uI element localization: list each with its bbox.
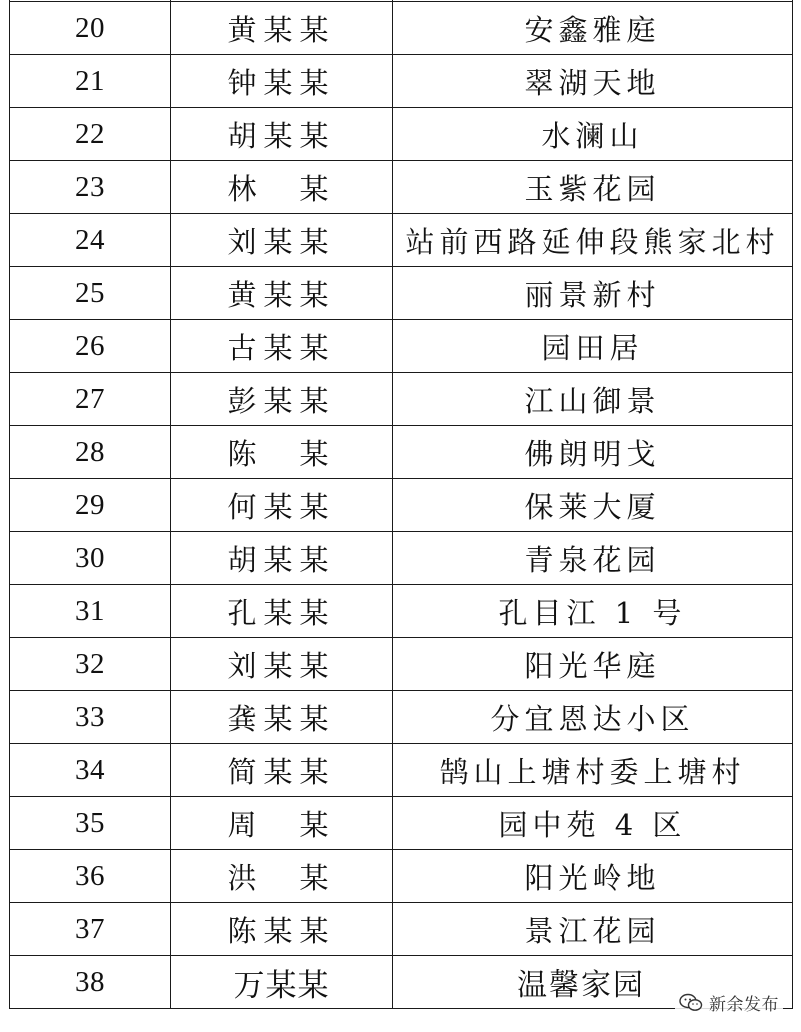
address-cell: 江山御景 [393,373,793,426]
row-number-cell: 28 [10,426,171,479]
row-number-cell: 24 [10,214,171,267]
name-cell: 胡某某 [171,532,393,585]
row-number-cell: 37 [10,903,171,956]
table-row [10,55,793,108]
row-number-cell: 27 [10,373,171,426]
name-cell: 林 某 [171,161,393,214]
table-row [10,691,793,744]
address-cell: 景江花园 [393,903,793,956]
table-row [10,2,793,55]
table-row [10,373,793,426]
address-cell: 翠湖天地 [393,55,793,108]
table-row [10,532,793,585]
row-number-cell: 30 [10,532,171,585]
name-cell: 周 某 [171,797,393,850]
address-cell: 青泉花园 [393,532,793,585]
row-number-cell: 20 [10,2,171,55]
row-number-cell: 32 [10,638,171,691]
name-cell: 陈 某 [171,426,393,479]
row-number-cell: 34 [10,744,171,797]
address-cell: 阳光岭地 [393,850,793,903]
table-row [10,850,793,903]
name-cell: 简某某 [171,744,393,797]
row-number-cell: 29 [10,479,171,532]
table-row [10,426,793,479]
address-cell: 孔目江 1 号 [393,585,793,638]
address-cell: 鹄山上塘村委上塘村 [393,744,793,797]
name-cell: 钟某某 [171,55,393,108]
address-cell: 水澜山 [393,108,793,161]
name-cell: 孔某某 [171,585,393,638]
row-number-cell: 25 [10,267,171,320]
table-row [10,320,793,373]
table-row [10,903,793,956]
name-cell: 刘某某 [171,638,393,691]
address-cell: 园田居 [393,320,793,373]
address-cell: 站前西路延伸段熊家北村 [393,214,793,267]
row-number-cell: 23 [10,161,171,214]
table-row [10,108,793,161]
name-cell: 黄某某 [171,267,393,320]
table-row [10,744,793,797]
watermark [675,988,783,1017]
address-cell: 保莱大厦 [393,479,793,532]
name-cell: 黄某某 [171,2,393,55]
address-cell: 温馨家园 [393,956,793,1009]
row-number-cell: 36 [10,850,171,903]
row-number-cell: 35 [10,797,171,850]
address-cell: 玉紫花园 [393,161,793,214]
residents-table [9,0,793,1009]
table-row [10,585,793,638]
table-row [10,638,793,691]
name-cell: 龚某某 [171,691,393,744]
address-cell: 安鑫雅庭 [393,2,793,55]
name-cell: 万某某 [171,956,393,1009]
name-cell: 彭某某 [171,373,393,426]
address-cell: 佛朗明戈 [393,426,793,479]
name-cell: 刘某某 [171,214,393,267]
table-row [10,797,793,850]
table-row [10,161,793,214]
address-cell: 阳光华庭 [393,638,793,691]
name-cell: 古某某 [171,320,393,373]
address-cell: 分宜恩达小区 [393,691,793,744]
table-body [10,0,793,1009]
row-number-cell: 22 [10,108,171,161]
address-cell: 园中苑 4 区 [393,797,793,850]
table-row [10,479,793,532]
table-row [10,214,793,267]
table-row [10,267,793,320]
row-number-cell: 33 [10,691,171,744]
address-cell: 丽景新村 [393,267,793,320]
name-cell: 陈某某 [171,903,393,956]
row-number-cell: 26 [10,320,171,373]
name-cell: 胡某某 [171,108,393,161]
name-cell: 何某某 [171,479,393,532]
name-cell: 洪 某 [171,850,393,903]
watermark-text: 新余发布 [709,995,779,1015]
wechat-official-account-icon [679,993,703,1013]
row-number-cell: 31 [10,585,171,638]
row-number-cell: 21 [10,55,171,108]
row-number-cell: 38 [10,956,171,1009]
